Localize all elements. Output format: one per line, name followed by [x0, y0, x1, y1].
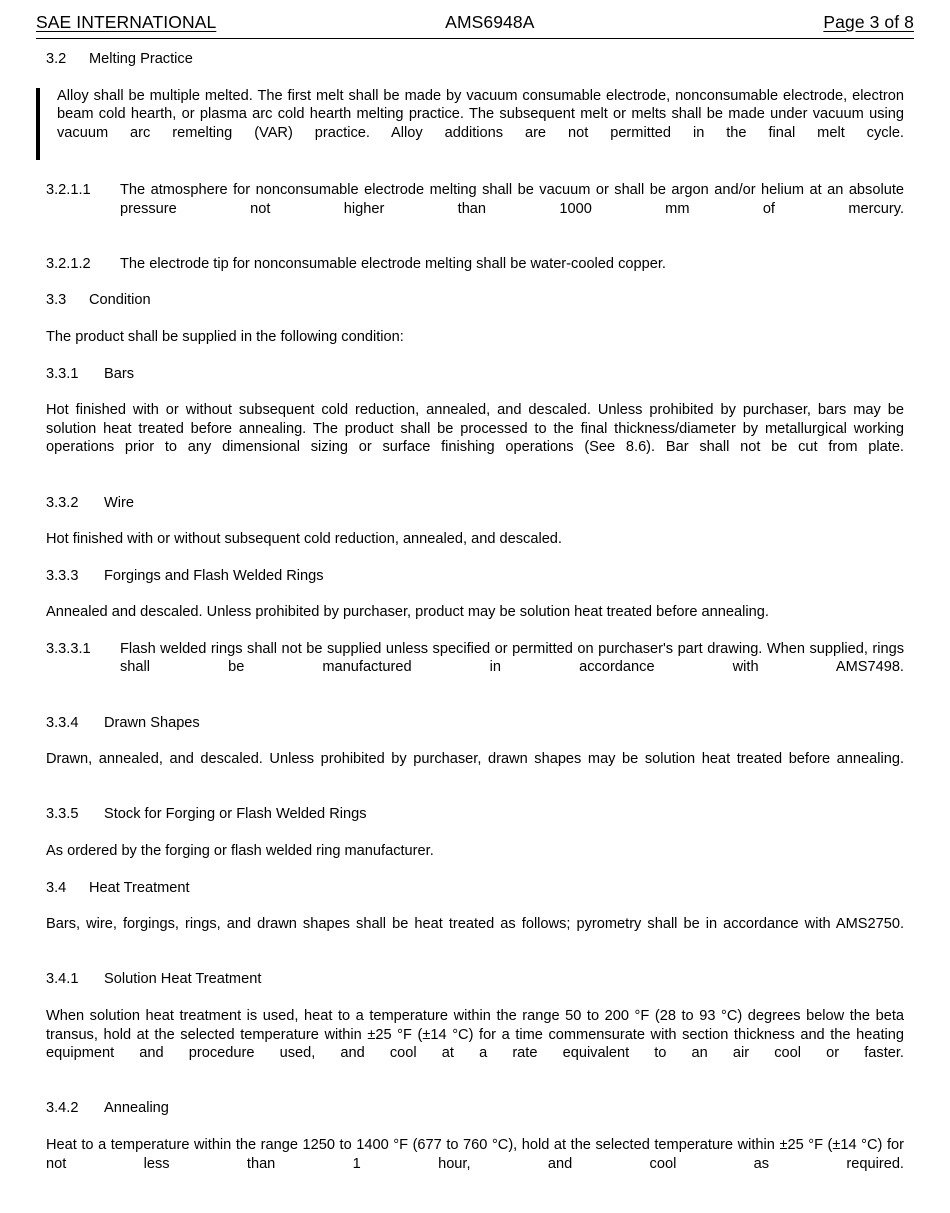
- heading-3-3-title: Condition: [89, 292, 151, 309]
- heading-3-3-2-title: Wire: [104, 494, 134, 511]
- paragraph-3-3-text: The product shall be supplied in the following condition:: [46, 328, 404, 345]
- spacer: [46, 549, 904, 567]
- spacer: [46, 861, 904, 879]
- header-divider: [36, 38, 914, 39]
- heading-3-3: [46, 291, 904, 310]
- heading-3-3-3: [46, 567, 904, 586]
- spacer: [46, 732, 904, 750]
- paragraph-3-4-2-text: Heat to a temperature within the range 1250 to 1400 °F (677 to 760 °C), hold at the selected temperature within ±25 °F (±14 °C) for not less than 1 hour, and cool as required.: [46, 1136, 904, 1172]
- spacer: [46, 696, 904, 714]
- paragraph-3-3-1-text: Hot finished with or without subsequent cold reduction, annealed, and descaled. Unless prohibited by purchaser, bars may be solution heat treated before annealing. The product shall be processed to the final thickness/diameter by metallurgical working operations prior to any dimensional sizing or surface finishing operations (See 8.6). Bar shall not be cut from plate.: [46, 402, 904, 456]
- spacer: [46, 310, 904, 328]
- heading-3-3-3-number: 3.3.3: [46, 567, 79, 584]
- spacer: [46, 897, 904, 915]
- heading-3-4-2: [46, 1099, 904, 1118]
- heading-3-3-4-number: 3.3.4: [46, 714, 79, 731]
- spacer: [46, 69, 904, 87]
- spacer: [46, 989, 904, 1007]
- paragraph-3-2-text: Alloy shall be multiple melted. The first melt shall be made by vacuum consumable electrode, nonconsumable electrode, electron beam cold hearth, or plasma arc cold hearth melting practice. The subsequent melt or melts shall be made under vacuum using vacuum arc remelting (VAR) practice. Alloy additions are not permitted in the final melt cycle.: [57, 87, 904, 141]
- paragraph-3-4-1-text: When solution heat treatment is used, heat to a temperature within the range 50 to 200 °F (28 to 93 °C) degrees below the beta transus, hold at the selected temperature within ±25 °F (±14 °C) for a time commensurate with section thickness and the heating equipment and procedure used, and cool at a rate equivalent to an air cool or faster.: [46, 1008, 904, 1062]
- heading-3-2-number: 3.2: [46, 51, 67, 67]
- heading-3-3-1: [46, 365, 904, 384]
- clause-3-2-1-2-text: The electrode tip for nonconsumable electrode melting shall be water-cooled copper.: [120, 255, 666, 272]
- paragraph-3-4-text: Bars, wire, forgings, rings, and drawn shapes shall be heat treated as follows; pyrometry shall be in accordance with AMS2750.: [46, 916, 904, 933]
- spacer: [46, 237, 904, 255]
- spacer: [46, 1081, 904, 1099]
- header-page-number: Page 3 of 8: [823, 12, 914, 32]
- clause-3-2-1-1: [46, 181, 904, 237]
- clause-3-2-1-1-text: The atmosphere for nonconsumable electrode melting shall be vacuum or shall be argon and/or helium at an absolute pressure not higher than 1000 mm of mercury.: [120, 181, 904, 217]
- heading-3-4-title: Heat Treatment: [89, 879, 190, 896]
- spacer: [46, 1118, 904, 1136]
- heading-3-4-number: 3.4: [46, 879, 67, 896]
- page-header: [36, 12, 914, 38]
- heading-3-4-1-title: Solution Heat Treatment: [104, 971, 262, 988]
- heading-3-4: [46, 879, 904, 898]
- heading-3-2: [46, 50, 904, 69]
- paragraph-3-3-2-text: Hot finished with or without subsequent cold reduction, annealed, and descaled.: [46, 531, 562, 548]
- spacer: [46, 273, 904, 291]
- paragraph-3-3-3-text: Annealed and descaled. Unless prohibited by purchaser, product may be solution heat treated before annealing.: [46, 604, 769, 621]
- clause-3-3-3-1-text: Flash welded rings shall not be supplied unless specified or permitted on purchaser's part drawing. When supplied, rings shall be manufactured in accordance with AMS7498.: [120, 640, 904, 676]
- document-body: [46, 50, 904, 1192]
- clause-3-2-1-2-number: 3.2.1.2: [46, 255, 91, 272]
- heading-3-2-title: Melting Practice: [89, 51, 193, 67]
- heading-3-4-1-number: 3.4.1: [46, 971, 79, 988]
- heading-3-3-5-title: Stock for Forging or Flash Welded Rings: [104, 806, 367, 823]
- spacer: [46, 347, 904, 365]
- heading-3-3-5: [46, 805, 904, 824]
- spacer: [46, 952, 904, 970]
- heading-3-3-4-title: Drawn Shapes: [104, 714, 200, 731]
- heading-3-4-2-number: 3.4.2: [46, 1100, 79, 1117]
- spacer: [46, 476, 904, 494]
- spacer: [46, 383, 904, 401]
- heading-3-3-1-title: Bars: [104, 365, 135, 382]
- spacer: [46, 161, 904, 181]
- spacer: [46, 622, 904, 640]
- spacer: [46, 585, 904, 603]
- paragraph-3-3-4-text: Drawn, annealed, and descaled. Unless prohibited by purchaser, drawn shapes may be solution heat treated before annealing.: [46, 751, 904, 768]
- heading-3-3-2-number: 3.3.2: [46, 494, 79, 511]
- revision-change-bar: [36, 88, 40, 160]
- spacer: [46, 512, 904, 530]
- header-document-number: AMS6948A: [445, 12, 535, 32]
- heading-3-3-number: 3.3: [46, 292, 67, 309]
- heading-3-3-3-title: Forgings and Flash Welded Rings: [104, 567, 324, 584]
- spacer: [46, 787, 904, 805]
- heading-3-3-5-number: 3.3.5: [46, 806, 79, 823]
- paragraph-3-3-5-text: As ordered by the forging or flash welded ring manufacturer.: [46, 843, 434, 860]
- clause-3-2-1-1-number: 3.2.1.1: [46, 181, 91, 198]
- heading-3-3-2: [46, 494, 904, 513]
- clause-3-2-1-2: [46, 255, 904, 274]
- changed-paragraph-3-2: [46, 87, 904, 161]
- heading-3-4-2-title: Annealing: [104, 1100, 169, 1117]
- clause-3-3-3-1-number: 3.3.3.1: [46, 640, 91, 657]
- heading-3-3-4: [46, 714, 904, 733]
- heading-3-4-1: [46, 970, 904, 989]
- clause-3-3-3-1: [46, 640, 904, 696]
- header-organization: SAE INTERNATIONAL: [36, 12, 217, 32]
- spacer: [46, 824, 904, 842]
- heading-3-3-1-number: 3.3.1: [46, 365, 79, 382]
